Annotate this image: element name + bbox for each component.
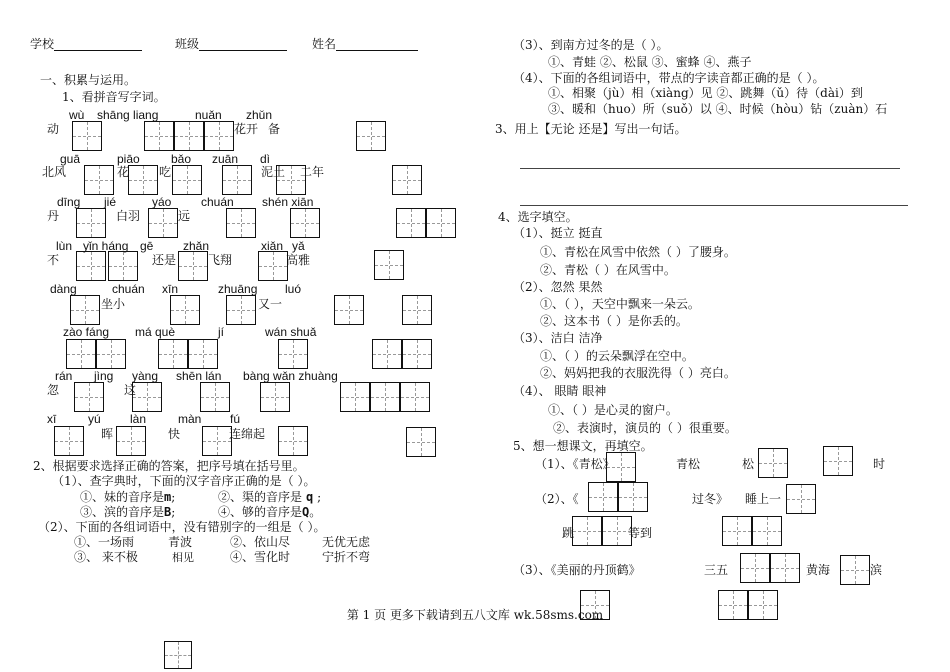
answer-box[interactable] bbox=[426, 208, 456, 238]
hanzi-text: 吃 bbox=[159, 165, 172, 179]
answer-box[interactable] bbox=[66, 339, 96, 369]
hanzi-text: 忽 bbox=[47, 383, 60, 397]
section2-title: 2、根据要求选择正确的答案，把序号填在括号里。 bbox=[33, 459, 305, 473]
pinyin: lùn bbox=[56, 239, 73, 253]
pinyin: bǎo bbox=[171, 152, 192, 166]
q4-item: ②、这本书（ ）是你丢的。 bbox=[540, 314, 688, 328]
hanzi-text: 快 bbox=[168, 427, 181, 441]
pinyin: piāo bbox=[117, 152, 140, 166]
s5-text: 松 bbox=[742, 457, 755, 471]
answer-box[interactable] bbox=[406, 427, 436, 457]
q4-group: （3）、洁白 洁净 bbox=[513, 331, 603, 345]
pinyin: jié bbox=[104, 195, 117, 209]
answer-box[interactable] bbox=[260, 382, 290, 412]
pinyin: chuán bbox=[201, 195, 234, 209]
answer-box[interactable] bbox=[70, 295, 100, 325]
answer-box[interactable] bbox=[72, 121, 102, 151]
s5-text: 过冬》 bbox=[692, 492, 729, 506]
answer-box[interactable] bbox=[758, 448, 788, 478]
q4-group: （4）、 眼睛 眼神 bbox=[513, 384, 607, 398]
answer-box[interactable] bbox=[372, 339, 402, 369]
hanzi-text: 泥土 bbox=[261, 165, 286, 179]
hanzi-text: 高雅 bbox=[286, 253, 311, 267]
hanzi-text: 坐小 bbox=[101, 297, 126, 311]
q2-1-title: （1）、查字典时，下面的汉字音序正确的是（ ）。 bbox=[52, 474, 316, 488]
answer-box[interactable] bbox=[618, 482, 648, 512]
name-blank[interactable] bbox=[336, 38, 418, 51]
s5-text: 青松 bbox=[676, 457, 701, 471]
answer-box[interactable] bbox=[54, 426, 84, 456]
pinyin: guā bbox=[60, 152, 81, 166]
pinyin: zhǔn bbox=[246, 108, 273, 122]
answer-box[interactable] bbox=[202, 426, 232, 456]
answer-box[interactable] bbox=[606, 452, 636, 482]
pinyin: gē bbox=[140, 239, 154, 253]
answer-box[interactable] bbox=[334, 295, 364, 325]
answer-box[interactable] bbox=[258, 251, 288, 281]
q2-2-option: ③、 来不极 bbox=[74, 550, 138, 564]
pinyin: xīn bbox=[162, 282, 179, 296]
answer-box[interactable] bbox=[340, 382, 370, 412]
pinyin: yǐn háng bbox=[83, 239, 129, 253]
class-blank[interactable] bbox=[199, 38, 287, 51]
q4-item: ①、（ ）的云朵飘浮在空中。 bbox=[540, 349, 694, 363]
pinyin: má què bbox=[135, 325, 176, 339]
pinyin: dàng bbox=[50, 282, 77, 296]
hanzi-text: 远 bbox=[178, 209, 191, 223]
answer-box[interactable] bbox=[402, 295, 432, 325]
pinyin: fú bbox=[230, 412, 241, 426]
answer-box[interactable] bbox=[290, 208, 320, 238]
answer-box[interactable] bbox=[96, 339, 126, 369]
q2-2-option: ①、一场雨 bbox=[74, 535, 135, 549]
pinyin: xī bbox=[47, 412, 57, 426]
answer-box[interactable] bbox=[148, 208, 178, 238]
q4-item: ①、（ ），天空中飘来一朵云。 bbox=[540, 297, 700, 311]
answer-box[interactable] bbox=[752, 516, 782, 546]
answer-box[interactable] bbox=[740, 553, 770, 583]
pinyin: wù bbox=[69, 108, 85, 122]
answer-box[interactable] bbox=[278, 339, 308, 369]
pinyin: xiǎn bbox=[261, 239, 284, 253]
q2-2-option: 青波 bbox=[168, 535, 193, 549]
hanzi-text: 花 bbox=[117, 165, 130, 179]
q2-4-options: ①、相聚（jù）相（xiàng）见 ②、跳舞（ǔ）待（dài）到 bbox=[548, 86, 863, 100]
q2-1-option: ④、够的音序是Q。 bbox=[218, 505, 322, 519]
q4-item: ①、青松在风雪中依然（ ）了腰身。 bbox=[540, 245, 736, 259]
hanzi-text: 动 bbox=[47, 122, 60, 136]
q2-2-option: 相见 bbox=[172, 551, 194, 564]
answer-box[interactable] bbox=[108, 251, 138, 281]
answer-box[interactable] bbox=[396, 208, 426, 238]
q2-2-option: 宁折不弯 bbox=[322, 550, 371, 564]
answer-box[interactable] bbox=[204, 121, 234, 151]
q4-item: ②、表演时，演员的（ ）很重要。 bbox=[553, 421, 737, 435]
q2-2-title: （2）、下面的各组词语中，没有错别字的一组是（ ）。 bbox=[38, 520, 326, 534]
pinyin: dì bbox=[260, 152, 271, 166]
hanzi-text: 花开 bbox=[234, 122, 259, 136]
pinyin: wán shuǎ bbox=[265, 325, 317, 339]
q2-2-option: ②、依山尽 bbox=[230, 535, 291, 549]
answer-box[interactable] bbox=[74, 382, 104, 412]
answer-box[interactable] bbox=[200, 382, 230, 412]
pinyin: yǎ bbox=[292, 239, 305, 253]
hanzi-text: 晖 bbox=[101, 427, 114, 441]
class-label: 班级 bbox=[175, 37, 200, 51]
pinyin: shāng liang bbox=[97, 108, 159, 122]
q2-1-option: ②、渠的音序是 q ; bbox=[218, 490, 322, 504]
answer-box[interactable] bbox=[823, 446, 853, 476]
answer-box[interactable] bbox=[572, 516, 602, 546]
hanzi-text: 还是 bbox=[152, 253, 177, 267]
q4-item: ①、（ ）是心灵的窗户。 bbox=[548, 403, 678, 417]
answer-box[interactable] bbox=[158, 339, 188, 369]
s5-text: （2）、《 bbox=[535, 492, 579, 506]
s5-text: 三五 bbox=[704, 563, 729, 577]
pinyin: chuán bbox=[112, 282, 145, 296]
q2-4-options: ③、暖和（huo）所（suǒ）以 ④、时候（hòu）钻（zuàn）石 bbox=[548, 102, 888, 116]
hanzi-text: 丹 bbox=[47, 209, 60, 223]
page-footer: 第 1 页 更多下载请到五八文库 wk.58sms.com bbox=[346, 608, 604, 622]
s5-text: （1）、《青松》 bbox=[535, 457, 615, 471]
hanzi-text: 飞翔 bbox=[208, 253, 233, 267]
answer-box[interactable] bbox=[132, 382, 162, 412]
q1-title: 1、看拼音写字词。 bbox=[62, 90, 166, 104]
pinyin: rán bbox=[55, 369, 73, 383]
pinyin: zhuāng bbox=[218, 282, 258, 296]
answer-box[interactable] bbox=[840, 555, 870, 585]
pinyin: dīng bbox=[57, 195, 81, 209]
pinyin: jìng bbox=[94, 369, 114, 383]
section4-title: 4、选字填空。 bbox=[498, 210, 578, 224]
answer-box[interactable] bbox=[226, 295, 256, 325]
hanzi-text: 不 bbox=[47, 253, 60, 267]
q4-group: （2）、忽然 果然 bbox=[513, 280, 603, 294]
pinyin: yàng bbox=[132, 369, 159, 383]
answer-box[interactable] bbox=[370, 382, 400, 412]
hanzi-text: 又一 bbox=[258, 297, 283, 311]
pinyin: yú bbox=[88, 412, 101, 426]
section1-title: 一、积累与运用。 bbox=[40, 73, 137, 87]
answer-box[interactable] bbox=[400, 382, 430, 412]
pinyin: zào fáng bbox=[63, 325, 110, 339]
answer-box[interactable] bbox=[170, 295, 200, 325]
answer-box[interactable] bbox=[222, 165, 252, 195]
answer-box[interactable] bbox=[76, 251, 106, 281]
answer-box[interactable] bbox=[172, 165, 202, 195]
q2-2-option: ④、雪化时 bbox=[230, 550, 291, 564]
s5-text: 黄海 bbox=[806, 563, 831, 577]
q4-item: ②、青松（ ）在风雪中。 bbox=[540, 263, 676, 277]
pinyin: zuān bbox=[212, 152, 239, 166]
writing-line[interactable] bbox=[520, 168, 900, 169]
s5-text: （3）、《美丽的丹顶鹤》 bbox=[513, 563, 641, 577]
pinyin: yáo bbox=[152, 195, 172, 209]
answer-box[interactable] bbox=[144, 121, 174, 151]
answer-box[interactable] bbox=[392, 165, 422, 195]
pinyin: jí bbox=[218, 325, 224, 339]
answer-box[interactable] bbox=[188, 339, 218, 369]
pinyin: bàng wǎn zhuàng bbox=[243, 369, 338, 383]
pinyin: làn bbox=[130, 412, 147, 426]
q2-1-option: ①、妹的音序是m; bbox=[80, 490, 176, 504]
answer-box[interactable] bbox=[356, 121, 386, 151]
answer-box[interactable] bbox=[588, 482, 618, 512]
answer-box[interactable] bbox=[722, 516, 752, 546]
pinyin: zhǎn bbox=[183, 239, 210, 253]
s5-text: 等到 bbox=[628, 526, 653, 540]
school-label: 学校 bbox=[30, 37, 55, 51]
hanzi-text: 二年 bbox=[300, 165, 325, 179]
pinyin: nuǎn bbox=[195, 108, 222, 122]
answer-box[interactable] bbox=[786, 484, 816, 514]
hanzi-text: 这 bbox=[124, 383, 137, 397]
hanzi-text: 连绵起 bbox=[229, 427, 266, 441]
pinyin: shén xiān bbox=[262, 195, 314, 209]
name-label: 姓名 bbox=[312, 37, 337, 51]
answer-box[interactable] bbox=[226, 208, 256, 238]
school-blank[interactable] bbox=[54, 38, 142, 51]
answer-box[interactable] bbox=[770, 553, 800, 583]
q4-item: ②、妈妈把我的衣服洗得（ ）亮白。 bbox=[540, 366, 736, 380]
answer-box[interactable] bbox=[164, 641, 192, 669]
pinyin: màn bbox=[178, 412, 202, 426]
pinyin: luó bbox=[285, 282, 302, 296]
q2-3-options: ①、青蛙 ②、松鼠 ③、蜜蜂 ④、燕子 bbox=[548, 55, 752, 69]
answer-box[interactable] bbox=[374, 250, 404, 280]
hanzi-text: 北风 bbox=[42, 165, 67, 179]
q2-3-title: （3）、到南方过冬的是（ ）。 bbox=[513, 38, 669, 52]
hanzi-text: 备 bbox=[268, 122, 281, 136]
answer-box[interactable] bbox=[178, 251, 208, 281]
s5-text: 滨 bbox=[870, 563, 883, 577]
answer-box[interactable] bbox=[76, 208, 106, 238]
pinyin: shēn lán bbox=[176, 369, 222, 383]
q2-4-title: （4）、下面的各组词语中，带点的字读音都正确的是（ ）。 bbox=[513, 71, 825, 85]
hanzi-text: 白羽 bbox=[116, 209, 141, 223]
answer-box[interactable] bbox=[128, 165, 158, 195]
s5-text: 睡上一 bbox=[745, 492, 782, 506]
answer-box[interactable] bbox=[84, 165, 114, 195]
section3-title: 3、用上【无论 还是】写出一句话。 bbox=[495, 122, 687, 136]
answer-box[interactable] bbox=[174, 121, 204, 151]
section5-title: 5、想一想课文，再填空。 bbox=[513, 439, 653, 453]
answer-box[interactable] bbox=[278, 426, 308, 456]
s5-text: 跳 bbox=[562, 526, 575, 540]
q2-1-option: ③、滨的音序是B; bbox=[80, 505, 176, 519]
answer-box[interactable] bbox=[402, 339, 432, 369]
q2-2-option: 无优无虑 bbox=[322, 535, 371, 549]
s5-text: 时 bbox=[873, 457, 886, 471]
answer-box[interactable] bbox=[116, 426, 146, 456]
writing-line[interactable] bbox=[520, 205, 908, 206]
q4-group: （1）、挺立 挺直 bbox=[513, 226, 603, 240]
